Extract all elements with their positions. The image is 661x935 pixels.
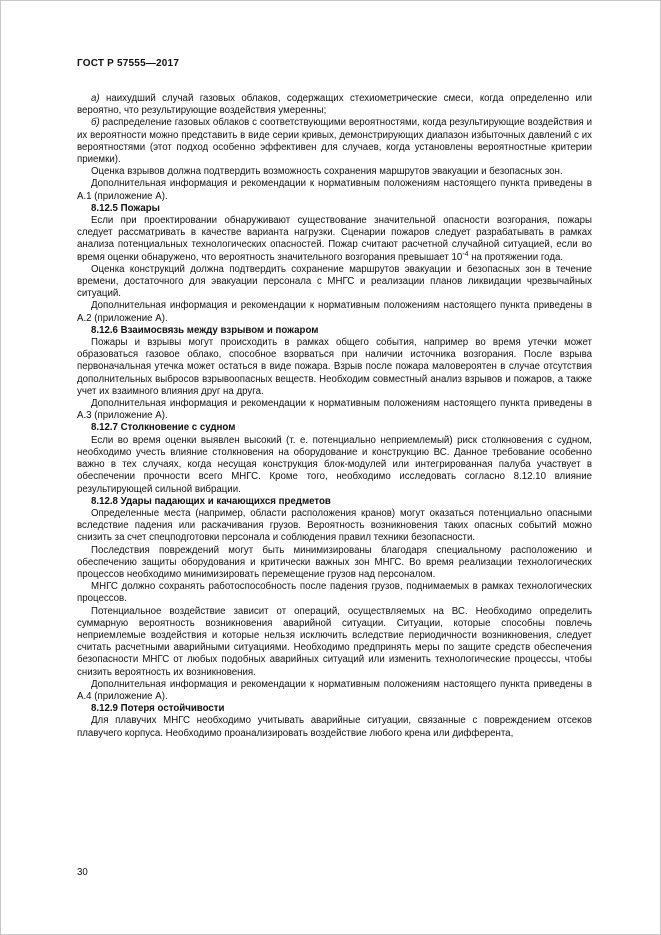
paragraph: Дополнительная информация и рекомендации к нормативным положениям настоящего пункта приведены в А.2 (приложение А). (77, 300, 592, 324)
list-item: б) распределение газовых облаков с соответствующими вероятностями, когда результирующие воздействия и их вероятности можно представить в виде серии кривых, демонстрирующих диапазон избыточных давлений с их вероятностями (этот подход особенно эффективен для случаев, когда установлены вероятностные критерии приемки). (77, 117, 592, 166)
section-heading: 8.12.7 Столкновение с судном (91, 422, 236, 434)
paragraph: Дополнительная информация и рекомендации к нормативным положениям настоящего пункта приведены в А.1 (приложение А). (77, 178, 592, 202)
paragraph: Оценка конструкций должна подтвердить сохранение маршрутов эвакуации и безопасных зон в течение времени, достаточного для эвакуации персонала с МНГС и реализации планов ликвидации чрезвычайных ситуаций. (77, 263, 592, 300)
paragraph: Дополнительная информация и рекомендации к нормативным положениям настоящего пункта приведены в А.4 (приложение А). (77, 678, 592, 702)
paragraph: МНГС должно сохранять работоспособность после падения грузов, поднимаемых в рамках технологических процессов. (77, 581, 592, 605)
section-heading: 8.12.6 Взаимосвязь между взрывом и пожаром (91, 324, 319, 336)
paragraph: Дополнительная информация и рекомендации к нормативным положениям настоящего пункта приведены в А.3 (приложение А). (77, 398, 592, 422)
list-marker: б) (91, 117, 100, 129)
paragraph: Для плавучих МНГС необходимо учитывать аварийные ситуации, связанные с повреждением отсеков плавучего корпуса. Необходимо проанализировать воздействие любого крена или дифферента, (77, 715, 592, 739)
page-number: 30 (77, 867, 88, 878)
section-heading: 8.12.9 Потеря остойчивости (91, 703, 225, 715)
list-item: а) наихудший случай газовых облаков, содержащих стехиометрические смеси, когда определенно или вероятно, что результирующие воздействия умеренны; (77, 93, 592, 117)
document-content (77, 93, 592, 740)
list-marker: а) (91, 93, 100, 104)
paragraph: Пожары и взрывы могут происходить в рамках общего события, например во время утечки может образоваться газовое облако, способное взорваться при наличии источника возгорания. После взрыва первоначальная утечка может остаться в виде пожара. Взрыв после пожара маловероятен в случае отсутствия дополнительных выбросов взрывоопасных веществ. Необходим совместный анализ взрывов и пожаров, а также учет их взаимного влияния друг на друга. (77, 337, 592, 397)
paragraph: Если при проектировании обнаруживают существование значительной опасности возгорания, пожары следует рассматривать в качестве варианта нагрузки. Сценарии пожаров следует разрабатывать в рамках анализа потенциальных технологических опасностей. Пожар считают расчетной случайной ситуацией, если во время оценки обнаружено, что вероятность значительного возгорания превышает $10^{-4}$ на протяжении года. (77, 215, 592, 263)
paragraph: Если во время оценки выявлен высокий (т. е. потенциально неприемлемый) риск столкновения с судном, необходимо учесть влияние столкновения на оборудование и конструкцию ВС. Данное требование особенно важно в тех случаях, когда несущая конструкция блок-модулей или интегрированная палуба участвует в обеспечении прочности всего МНГС. Кроме того, необходимо исследовать согласно 8.12.10 влияние результирующей сильной вибрации. (77, 434, 592, 495)
section-heading: 8.12.8 Удары падающих и качающихся предметов (91, 495, 331, 507)
document-header: ГОСТ Р 57555—2017 (77, 58, 180, 69)
superscript-exponent: -4 (462, 250, 469, 258)
paragraph: Потенциальное воздействие зависит от операций, осуществляемых на ВС. Необходимо определить суммарную вероятность возникновения аварийной ситуации. Ситуации, которые способны повлечь неприемлемые воздействия и которые нельзя исключить вследствие периодичности возникновения, следует считать расчетными аварийными ситуациями. Необходимо предпринять меры по защите средств обеспечения безопасности МНГС от любых подобных аварийных ситуаций или изменить технологические процессы, чтобы снизить вероятность их возникновения. (77, 605, 592, 678)
paragraph: Последствия повреждений могут быть минимизированы благодаря специальному расположению и обеспечению защиты оборудования и критически важных зон МНГС. Во время реализации технологических процессов необходимо минимизировать перемещение грузов над персоналом. (77, 544, 592, 580)
paragraph: Оценка взрывов должна подтвердить возможность сохранения маршрутов эвакуации и безопасных зон. (91, 166, 563, 178)
section-heading: 8.12.5 Пожары (91, 202, 160, 214)
paragraph: Определенные места (например, области расположения кранов) могут оказаться потенциально опасными вследствие падения или раскачивания грузов. Вероятность возникновения таких опасных событий можно снизить за счет спецподготовки персонала и соблюдения правил техники безопасности. (77, 507, 592, 544)
